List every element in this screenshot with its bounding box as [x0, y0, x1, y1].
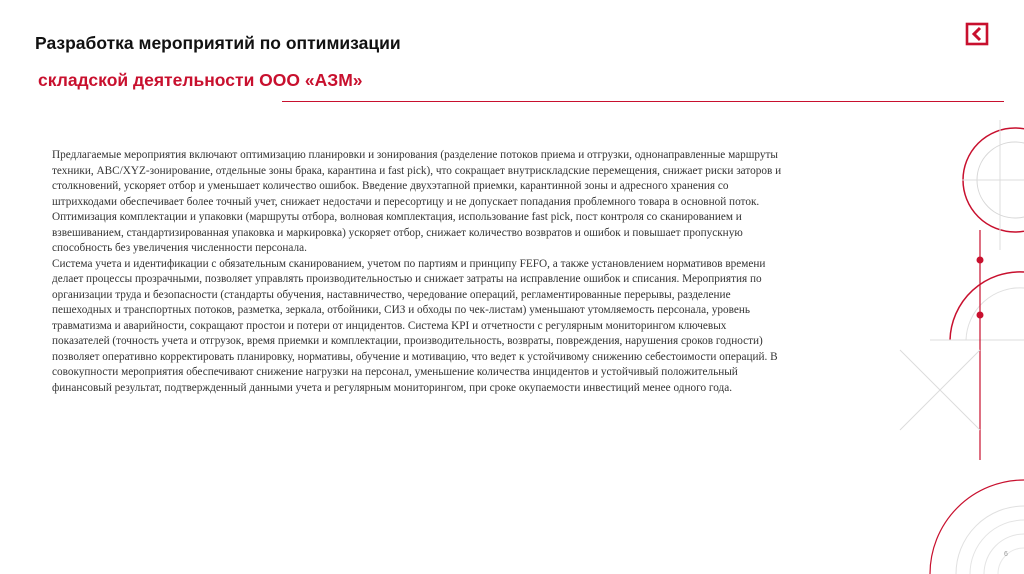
body-text: [52, 148, 782, 396]
body-paragraph-1: Предлагаемые мероприятия включают оптимизацию планировки и зонирования (разделение потоков приема и отгрузки, однонаправленные маршруты техники, ABC/XYZ-зонирование, отдельные зоны брака, карантина и fast pick), что сокращает внутрискладские перемещения, снижает риски заторов и столкновений, ускоряет отбор и уменьшает количество ошибок. Введение двухэтапной приемки, карантинной зоны и адресного хранения со штрихкодами обеспечивает более точный учет, снижает недостачи и пересортицу и не допускает попадания проблемного товара в основной поток. Оптимизация комплектации и упаковки (маршруты отбора, волновая комплектация, использование fast pick, пост контроля со сканированием и взвешиванием, стандартизированная упаковка и маркировка) ускоряет отбор, снижает количество возвратов и ошибок и повышает пропускную способность без увеличения численности персонала.: [52, 149, 782, 254]
slide-title-line-1: Разработка мероприятий по оптимизации: [35, 33, 401, 53]
slide-title-line-2: складской деятельности ООО «АЗМ»: [38, 70, 363, 90]
chevron-left-icon: [965, 22, 989, 46]
page-number: 6: [1004, 551, 1008, 558]
decorative-geometric-pattern: [870, 100, 1024, 574]
body-paragraph-2: Система учета и идентификации с обязательным сканированием, учетом по партиям и принципу FEFO, а также установлением нормативов времени делает процессы прозрачными, позволяет управлять производительностью и снижает затраты на исправление ошибок и списания. Мероприятия по организации труда и безопасности (стандарты обучения, наставничество, чередование операций, регламентированные перерывы, разделение пешеходных и транспортных потоков, разметка, зеркала, отбойники, СИЗ и обходы по чек-листам) уменьшают утомляемость персонала, уровень травматизма и аварийности, сокращают простои и потери от инцидентов. Система KPI и отчетности с регулярным мониторингом ключевых показателей (точность учета и отгрузок, время приемки и комплектации, производительность, возвраты, повреждения, нарушения сроков годности) позволяет оперативно корректировать планировку, нормативы, обучение и мотивацию, что ведет к устойчивому снижению себестоимости операций. В совокупности мероприятия обеспечивают снижение нагрузки на персонал, уменьшение количества инцидентов и устойчивый положительный финансовый результат, подтвержденный данными учета и регулярным мониторингом, при сроке окупаемости инвестиций менее одного года.: [52, 257, 778, 394]
